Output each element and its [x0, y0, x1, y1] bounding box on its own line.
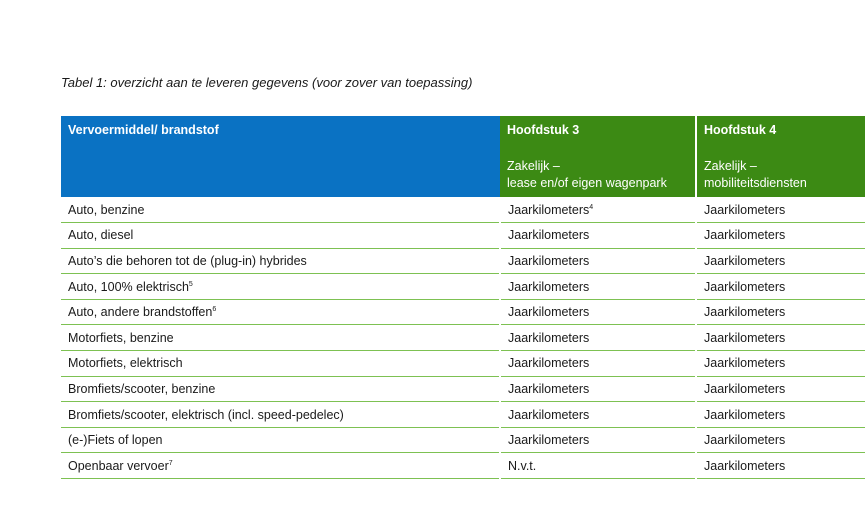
cell-vehicle: [61, 325, 500, 351]
cell-chapter-3: [500, 197, 696, 223]
header-chapter-4-subtitle: [704, 158, 858, 192]
cell-chapter-3: [500, 453, 696, 479]
cell-chapter-3-text: Jaarkilometers: [508, 253, 590, 268]
header-chapter-3: [500, 116, 696, 197]
cell-chapter-4: [696, 197, 865, 223]
cell-chapter-4: [696, 427, 865, 453]
cell-chapter-4: [696, 376, 865, 402]
cell-chapter-3-text: Jaarkilometers: [508, 279, 590, 294]
table-row: [61, 223, 865, 249]
header-vehicle-label: Vervoermiddel/ brandstof: [68, 123, 219, 137]
cell-chapter-4: [696, 223, 865, 249]
cell-vehicle: [61, 376, 500, 402]
cell-chapter-4-text: Jaarkilometers: [704, 202, 786, 217]
cell-chapter-4: [696, 299, 865, 325]
cell-vehicle: [61, 197, 500, 223]
cell-chapter-4: [696, 274, 865, 300]
cell-vehicle-text: Openbaar vervoer: [68, 458, 169, 473]
cell-chapter-4-text: Jaarkilometers: [704, 253, 786, 268]
cell-chapter-4-text: Jaarkilometers: [704, 381, 786, 396]
cell-vehicle: [61, 299, 500, 325]
header-chapter-3-title: Hoofdstuk 3: [507, 123, 580, 137]
cell-chapter-3: [500, 299, 696, 325]
footnote-marker: 4: [589, 203, 594, 211]
cell-chapter-3-text: Jaarkilometers: [508, 356, 590, 371]
cell-chapter-3-text: Jaarkilometers: [508, 228, 590, 243]
cell-chapter-3-text: Jaarkilometers: [508, 433, 590, 448]
cell-vehicle: [61, 427, 500, 453]
cell-chapter-4-text: Jaarkilometers: [704, 228, 786, 243]
cell-chapter-3: [500, 402, 696, 428]
cell-vehicle: [61, 248, 500, 274]
header-chapter-3-sub1: Zakelijk –: [507, 159, 560, 173]
header-chapter-4-title: Hoofdstuk 4: [704, 123, 777, 137]
table-row: [61, 376, 865, 402]
table-row: [61, 197, 865, 223]
cell-chapter-3-text: Jaarkilometers: [508, 202, 590, 217]
cell-vehicle-text: Motorfiets, benzine: [68, 330, 174, 345]
cell-vehicle-text: (e-)Fiets of lopen: [68, 433, 163, 448]
table-row: [61, 325, 865, 351]
cell-chapter-3-text: Jaarkilometers: [508, 381, 590, 396]
cell-chapter-4-text: Jaarkilometers: [704, 458, 786, 473]
cell-chapter-4-text: Jaarkilometers: [704, 330, 786, 345]
cell-vehicle-text: Auto’s die behoren tot de (plug-in) hybrides: [68, 253, 307, 268]
cell-chapter-4-text: Jaarkilometers: [704, 279, 786, 294]
cell-vehicle-text: Auto, benzine: [68, 202, 145, 217]
cell-chapter-3: [500, 274, 696, 300]
cell-chapter-3: [500, 376, 696, 402]
cell-chapter-3-text: Jaarkilometers: [508, 407, 590, 422]
table-row: [61, 351, 865, 377]
cell-chapter-3: [500, 427, 696, 453]
cell-chapter-4: [696, 325, 865, 351]
cell-chapter-3: [500, 248, 696, 274]
header-chapter-3-subtitle: [507, 158, 688, 192]
cell-chapter-4: [696, 248, 865, 274]
header-chapter-4: [696, 116, 865, 197]
cell-chapter-4-text: Jaarkilometers: [704, 433, 786, 448]
table-row: [61, 274, 865, 300]
cell-vehicle-text: Auto, andere brandstoffen: [68, 305, 213, 320]
data-table: [61, 116, 865, 479]
table-row: [61, 299, 865, 325]
table-header-row: [61, 116, 865, 197]
cell-chapter-4-text: Jaarkilometers: [704, 305, 786, 320]
cell-vehicle: [61, 223, 500, 249]
table-row: [61, 453, 865, 479]
cell-chapter-4: [696, 453, 865, 479]
footnote-marker: 6: [212, 306, 217, 314]
cell-vehicle: [61, 351, 500, 377]
cell-chapter-3: [500, 325, 696, 351]
cell-vehicle-text: Motorfiets, elektrisch: [68, 356, 183, 371]
header-chapter-4-sub1: Zakelijk –: [704, 159, 757, 173]
footnote-marker: 7: [168, 459, 173, 467]
cell-vehicle-text: Auto, diesel: [68, 228, 134, 243]
cell-chapter-4-text: Jaarkilometers: [704, 356, 786, 371]
cell-vehicle-text: Auto, 100% elektrisch: [68, 279, 189, 294]
table-row: [61, 402, 865, 428]
header-chapter-4-sub2: mobiliteitsdiensten: [704, 176, 807, 190]
cell-chapter-3-text: Jaarkilometers: [508, 330, 590, 345]
table-row: [61, 248, 865, 274]
cell-chapter-4: [696, 402, 865, 428]
header-vehicle: [61, 116, 500, 197]
cell-vehicle: [61, 402, 500, 428]
cell-vehicle: [61, 274, 500, 300]
footnote-marker: 5: [188, 280, 193, 288]
cell-chapter-3: [500, 351, 696, 377]
cell-chapter-4-text: Jaarkilometers: [704, 407, 786, 422]
cell-chapter-3-text: N.v.t.: [508, 458, 537, 473]
table-row: [61, 427, 865, 453]
cell-vehicle-text: Bromfiets/scooter, elektrisch (incl. speed-pedelec): [68, 407, 344, 422]
cell-chapter-3-text: Jaarkilometers: [508, 305, 590, 320]
cell-vehicle: [61, 453, 500, 479]
header-chapter-3-sub2: lease en/of eigen wagenpark: [507, 176, 667, 190]
cell-chapter-3: [500, 223, 696, 249]
table-caption: Tabel 1: overzicht aan te leveren gegevens (voor zover van toepassing): [61, 75, 473, 90]
cell-chapter-4: [696, 351, 865, 377]
cell-vehicle-text: Bromfiets/scooter, benzine: [68, 381, 216, 396]
